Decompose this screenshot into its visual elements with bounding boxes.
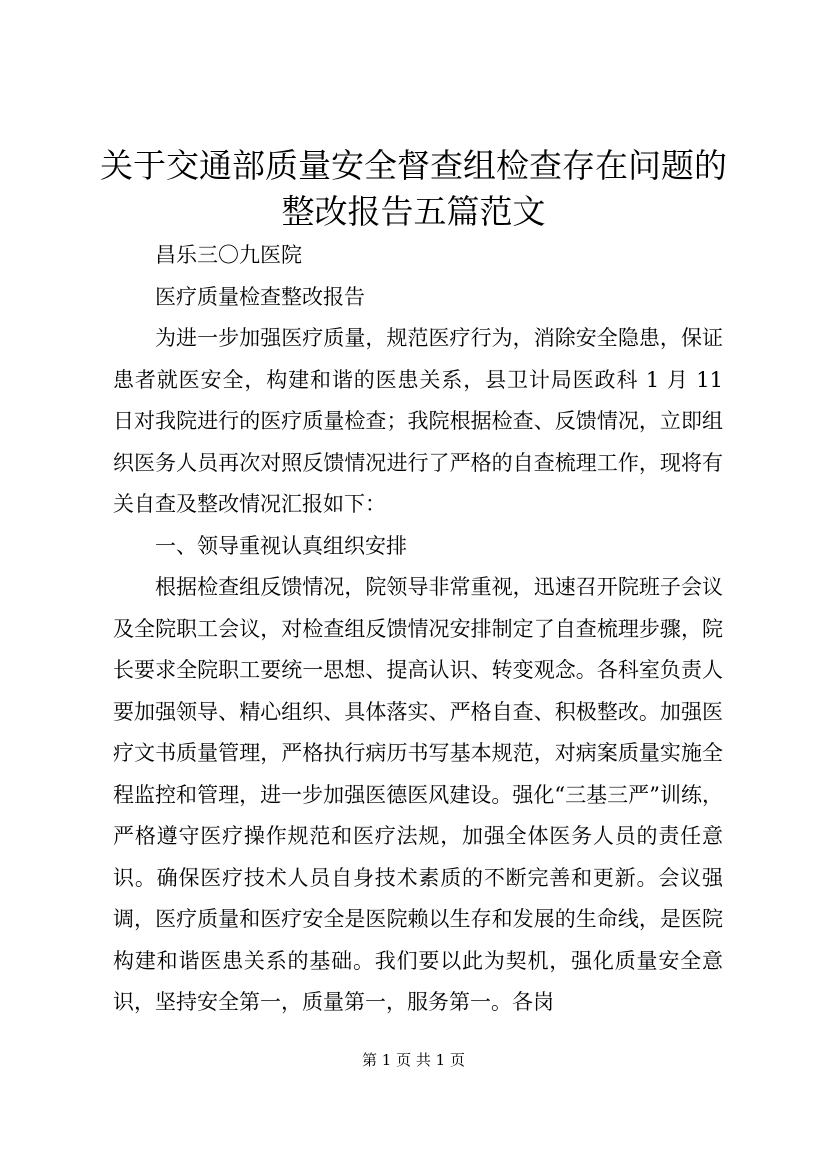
- page-footer: 第 1 页 共 1 页: [362, 1051, 465, 1069]
- report-subtitle: 医疗质量检查整改报告: [155, 284, 365, 309]
- hospital-name-line: 昌乐三〇九医院: [155, 243, 302, 267]
- section-heading: 一、领导重视认真组织安排: [155, 533, 407, 558]
- document-title: 关于交通部质量安全督查组检查存在问题的整改报告五篇范文: [100, 146, 727, 231]
- body-paragraph: 根据检查组反馈情况，院领导非常重视，迅速召开院班子会议及全院职工会议，对检查组反馈情况安排制定了自查梳理步骤，院长要求全院职工要统一思想、提高认识、转变观念。各科室负责人要加强领导、精心组织、具体落实、严格自查、积极整改。加强医疗文书质量管理，严格执行病历书写基本规范，对病案质量实施全程监控和管理，进一步加强医德医风建设。强化“三基三严”训练，严格遵守医疗操作规范和医疗法规，加强全体医务人员的责任意识。确保医疗技术人员自身技术素质的不断完善和更新。会议强调，医疗质量和医疗安全是医院赖以生存和发展的生命线，是医院构建和谐医患关系的基础。我们要以此为契机，强化质量安全意识，坚持安全第一，质量第一，服务第一。各岗: [113, 575, 723, 1014]
- intro-paragraph: 为进一步加强医疗质量，规范医疗行为，消除安全隐患，保证患者就医安全，构建和谐的医患关系，县卫计局医政科 1 月 11 日对我院进行的医疗质量检查；我院根据检查、反馈情况，立即组织医务人员再次对照反馈情况进行了严格的自查梳理工作，现将有关自查及整改情况汇报如下：: [113, 326, 723, 516]
- document-body: [113, 235, 723, 1024]
